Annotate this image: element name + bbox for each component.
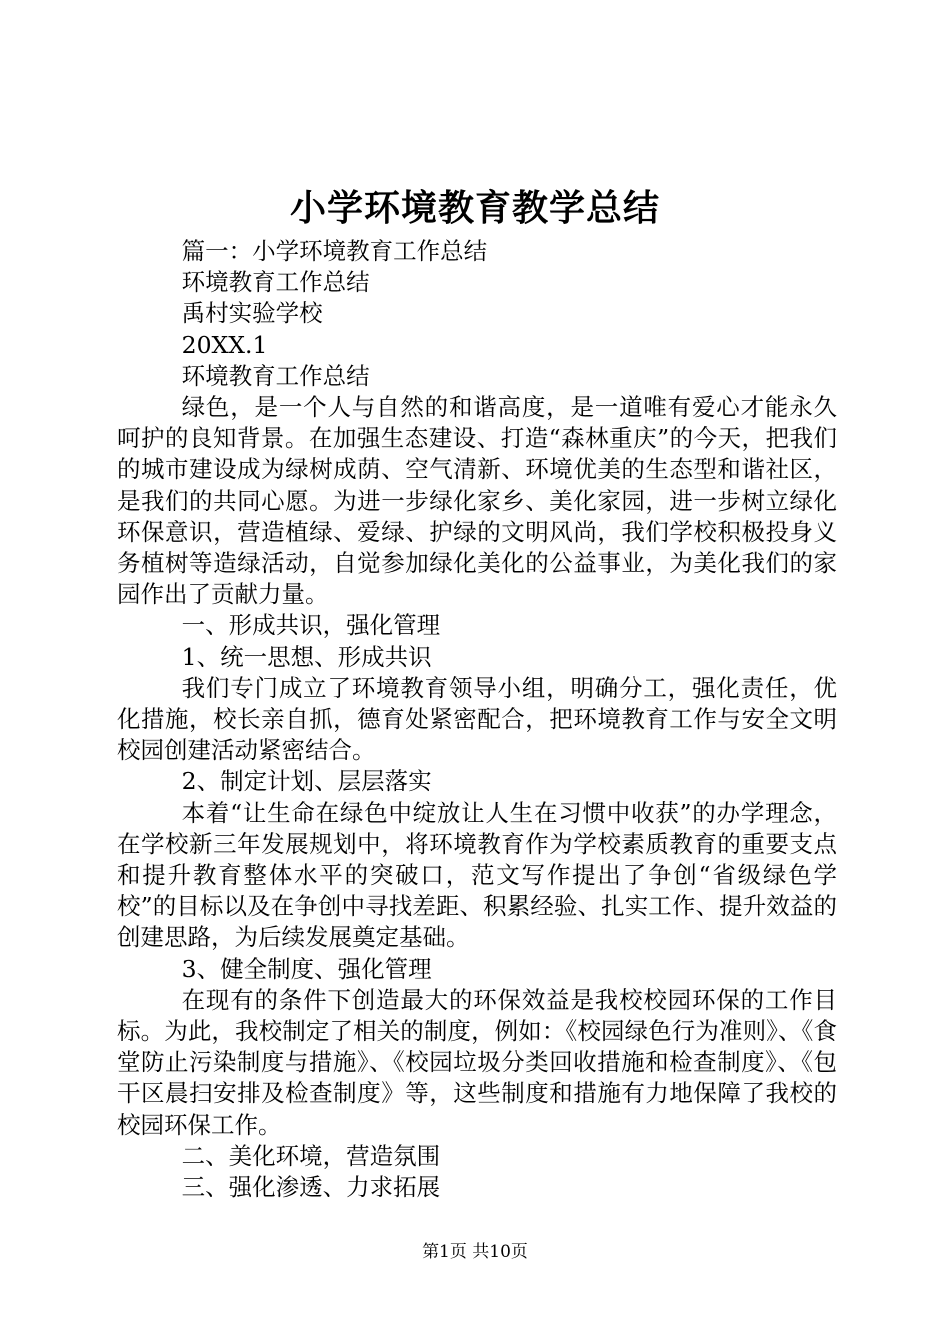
paragraph-date: 20XX.1 — [181, 330, 268, 359]
paragraph-subheading-1-3: 3、健全制度、强化管理 — [181, 954, 432, 983]
paragraph-body-1-3: 在现有的条件下创造最大的环保效益是我校校园环保的工作目标。为此，我校制定了相关的制度，例如：《校园绿色行为准则》、《食堂防止污染制度与措施》、《校园垃圾分类回收措施和检查制度》、《包干区晨扫安排及检查制度》等，这些制度和措施有力地保障了我校的校园环保工作。 — [117, 985, 837, 1139]
paragraph-subtitle: 环境教育工作总结 — [181, 268, 370, 297]
paragraph-subheading-1-2: 2、制定计划、层层落实 — [181, 767, 432, 796]
paragraph-section-heading: 篇一：小学环境教育工作总结 — [181, 237, 488, 265]
document-title: 小学环境教育教学总结 — [289, 187, 660, 229]
paragraph-subtitle-repeat: 环境教育工作总结 — [181, 361, 370, 390]
paragraph-heading-1: 一、形成共识，强化管理 — [181, 611, 441, 640]
paragraph-intro: 绿色，是一个人与自然的和谐高度，是一道唯有爱心才能永久呵护的良知背景。在加强生态建设、打造“森林重庆”的今天，把我们的城市建设成为绿树成荫、空气清新、环境优美的生态型和谐社区，是我们的共同心愿。为进一步绿化家乡、美化家园，进一步树立绿化环保意识，营造植绿、爱绿、护绿的文明风尚，我们学校积极投身义务植树等造绿活动，自觉参加绿化美化的公益事业，为美化我们的家园作出了贡献力量。 — [117, 393, 837, 609]
page-footer: 第1页 共10页 — [422, 1242, 528, 1262]
paragraph-body-1-2: 本着“让生命在绿色中绽放让人生在习惯中收获”的办学理念，在学校新三年发展规划中，将环境教育作为学校素质教育的重要支点和提升教育整体水平的突破口，范文写作提出了争创“省级绿色学校”的目标以及在争创中寻找差距、积累经验、扎实工作、提升效益的创建思路，为后续发展奠定基础。 — [117, 798, 837, 952]
document-body — [117, 236, 837, 1203]
paragraph-subheading-1-1: 1、统一思想、形成共识 — [181, 642, 432, 671]
paragraph-heading-3: 三、强化渗透、力求拓展 — [181, 1173, 441, 1202]
paragraph-school-name: 禹村实验学校 — [181, 299, 323, 328]
paragraph-body-1-1: 我们专门成立了环境教育领导小组，明确分工，强化责任，优化措施，校长亲自抓，德育处紧密配合，把环境教育工作与安全文明校园创建活动紧密结合。 — [117, 673, 837, 765]
paragraph-heading-2: 二、美化环境，营造氛围 — [181, 1141, 441, 1170]
